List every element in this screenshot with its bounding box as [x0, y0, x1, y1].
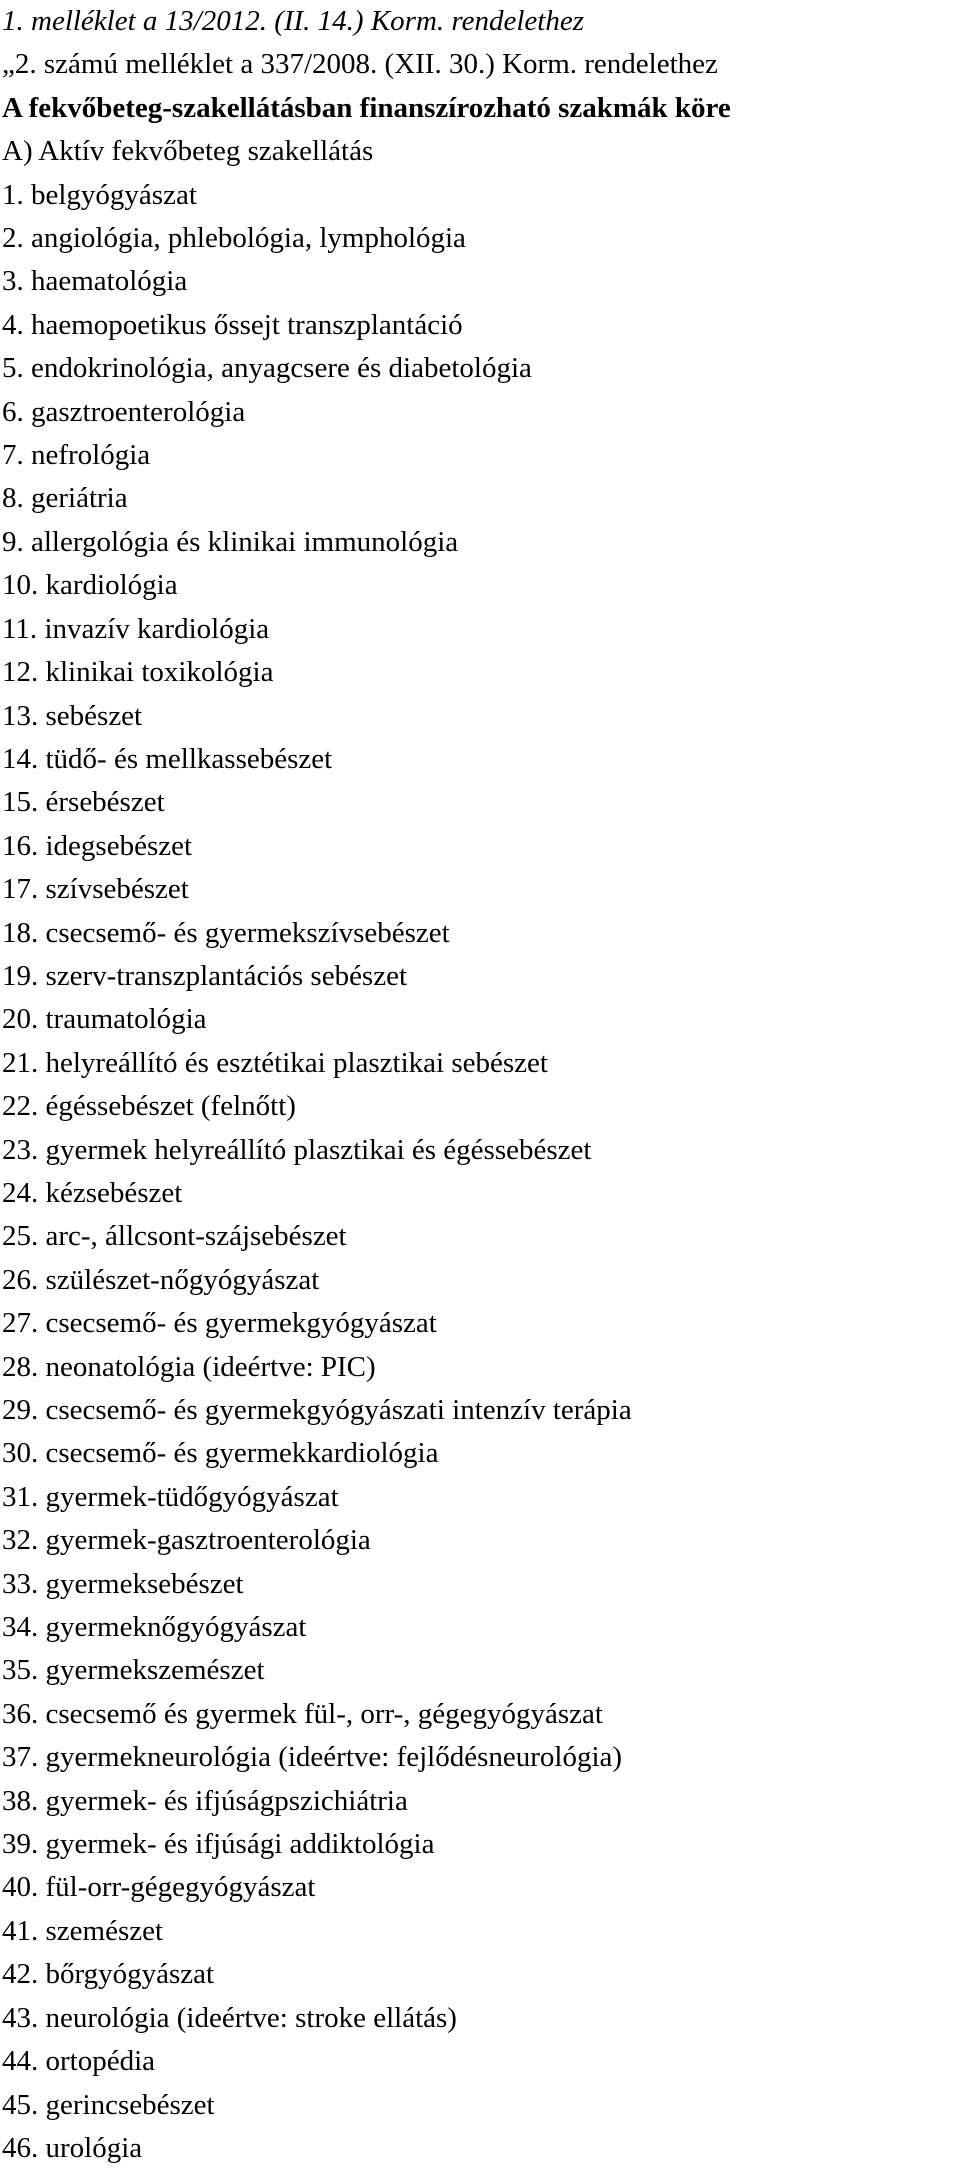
list-item-number: 19.: [2, 959, 39, 992]
list-item-label: csecsemő- és gyermekgyógyászat: [45, 1307, 437, 1340]
list-item-label: gyermeknőgyógyászat: [45, 1611, 307, 1644]
list-item: [2, 1606, 960, 1649]
list-item-label: helyreállító és esztétikai plasztikai sebészet: [45, 1046, 548, 1079]
list-item-label: gyermek-gasztroenterológia: [45, 1524, 371, 1557]
list-item: [2, 1519, 960, 1562]
list-item: [2, 1736, 960, 1779]
list-item-number: 43.: [2, 2001, 39, 2034]
list-item: [2, 738, 960, 781]
list-item-label: gyermekszemészet: [45, 1654, 265, 1687]
list-item-number: 13.: [2, 699, 39, 732]
list-item-label: fül-orr-gégegyógyászat: [45, 1871, 316, 1904]
list-item-number: 15.: [2, 786, 39, 819]
list-item-number: 30.: [2, 1437, 39, 1470]
list-item-number: 3.: [2, 265, 24, 298]
list-item: [2, 347, 960, 390]
list-item-label: szerv-transzplantációs sebészet: [45, 959, 408, 992]
list-item: [2, 1389, 960, 1432]
list-item-label: ortopédia: [45, 2045, 156, 2078]
list-item-number: 4.: [2, 308, 24, 341]
list-item: [2, 1693, 960, 1736]
list-item: [2, 217, 960, 260]
amended-regulation-reference: „2. számú melléklet a 337/2008. (XII. 30.) Korm. rendelethez: [2, 48, 718, 81]
list-item-number: 44.: [2, 2045, 39, 2078]
list-item-number: 46.: [2, 2131, 39, 2164]
list-item-label: égéssebészet (felnőtt): [45, 1090, 296, 1123]
list-item-label: neonatológia (ideértve: PIC): [45, 1350, 376, 1383]
document-title: A fekvőbeteg-szakellátásban finanszírozható szakmák köre: [2, 91, 731, 124]
list-item-number: 8.: [2, 482, 24, 515]
list-item-number: 42.: [2, 1958, 39, 1991]
list-item-number: 9.: [2, 525, 24, 558]
list-item: [2, 564, 960, 607]
list-item: [2, 1997, 960, 2040]
list-item-label: urológia: [45, 2131, 143, 2164]
list-item-number: 36.: [2, 1697, 39, 1730]
list-item-label: gerincsebészet: [45, 2088, 215, 2121]
list-item: [2, 1346, 960, 1389]
list-item: [2, 651, 960, 694]
list-item-number: 37.: [2, 1741, 39, 1774]
list-item-number: 26.: [2, 1263, 39, 1296]
list-item-number: 40.: [2, 1871, 39, 1904]
list-item: [2, 1432, 960, 1475]
list-item-number: 16.: [2, 829, 39, 862]
list-item-number: 7.: [2, 439, 24, 472]
list-item-label: szemészet: [45, 1914, 164, 1947]
list-item: [2, 1910, 960, 1953]
list-item-number: 18.: [2, 916, 39, 949]
list-item: [2, 304, 960, 347]
list-item: [2, 1823, 960, 1866]
list-item-number: 38.: [2, 1784, 39, 1817]
list-item: [2, 1302, 960, 1345]
list-item-number: 17.: [2, 873, 39, 906]
list-item-number: 10.: [2, 569, 39, 602]
list-item-number: 39.: [2, 1828, 39, 1861]
list-item: [2, 391, 960, 434]
list-item-label: bőrgyógyászat: [45, 1958, 215, 1991]
list-item-number: 28.: [2, 1350, 39, 1383]
list-item-number: 1.: [2, 178, 24, 211]
list-item-label: csecsemő- és gyermekgyógyászati intenzív terápia: [45, 1394, 632, 1426]
list-item-number: 22.: [2, 1090, 39, 1123]
list-item: [2, 1042, 960, 1085]
list-item-label: neurológia (ideértve: stroke ellátás): [45, 2001, 457, 2034]
list-item-label: érsebészet: [45, 786, 165, 819]
list-item-number: 34.: [2, 1611, 39, 1644]
list-item-label: szülészet-nőgyógyászat: [45, 1263, 320, 1296]
list-item-number: 31.: [2, 1480, 39, 1513]
list-item: [2, 1780, 960, 1823]
list-item: [2, 174, 960, 217]
list-item-label: kardiológia: [45, 569, 178, 602]
list-item-label: allergológia és klinikai immunológia: [31, 525, 459, 558]
list-item-label: idegsebészet: [45, 829, 193, 862]
list-item: [2, 1215, 960, 1258]
list-item-label: gyermek- és ifjúsági addiktológia: [45, 1828, 435, 1861]
list-item-number: 14.: [2, 742, 39, 775]
list-item-number: 45.: [2, 2088, 39, 2121]
list-item-number: 11.: [2, 612, 38, 645]
section-heading: A) Aktív fekvőbeteg szakellátás: [2, 135, 374, 168]
list-item-label: arc-, állcsont-szájsebészet: [45, 1220, 347, 1253]
list-item-number: 41.: [2, 1914, 39, 1947]
list-item: [2, 1129, 960, 1172]
list-item-number: 23.: [2, 1133, 39, 1166]
list-item-label: gyermek- és ifjúságpszichiátria: [45, 1784, 408, 1817]
list-item: [2, 260, 960, 303]
list-item-label: belgyógyászat: [31, 178, 197, 211]
list-item-number: 25.: [2, 1220, 39, 1253]
list-item: [2, 1866, 960, 1909]
list-item-label: angiológia, phlebológia, lymphológia: [31, 222, 466, 255]
list-item-label: csecsemő- és gyermekszívsebészet: [45, 916, 450, 949]
list-item-label: invazív kardiológia: [44, 612, 270, 645]
list-item-number: 2.: [2, 222, 24, 255]
list-item-label: tüdő- és mellkassebészet: [45, 742, 333, 775]
list-item: [2, 521, 960, 564]
list-item: [2, 1259, 960, 1302]
list-item-number: 32.: [2, 1524, 39, 1557]
annex-reference: 1. melléklet a 13/2012. (II. 14.) Korm. rendelethez: [2, 5, 585, 37]
list-item-number: 27.: [2, 1307, 39, 1340]
list-item-number: 24.: [2, 1176, 39, 1209]
list-item-label: gyermeksebészet: [45, 1567, 244, 1600]
list-item: [2, 825, 960, 868]
list-item: [2, 998, 960, 1041]
list-item-number: 33.: [2, 1567, 39, 1600]
list-item-label: kézsebészet: [45, 1176, 183, 1209]
list-item: [2, 2127, 960, 2170]
list-item-number: 21.: [2, 1046, 39, 1079]
list-item-label: haematológia: [31, 265, 188, 298]
specialty-list: [2, 174, 960, 2170]
list-item: [2, 781, 960, 824]
list-item: [2, 1476, 960, 1519]
list-item: [2, 695, 960, 738]
list-item: [2, 1172, 960, 1215]
list-item-number: 20.: [2, 1003, 39, 1036]
list-item-label: haemopoetikus őssejt transzplantáció: [31, 308, 463, 341]
list-item-label: sebészet: [45, 699, 143, 732]
list-item-number: 6.: [2, 395, 24, 428]
list-item-label: gyermekneurológia (ideértve: fejlődésneurológia): [45, 1741, 623, 1774]
list-item-label: gyermek-tüdőgyógyászat: [45, 1480, 339, 1513]
list-item: [2, 1563, 960, 1606]
list-item: [2, 1649, 960, 1692]
list-item-label: gasztroenterológia: [31, 395, 246, 428]
list-item: [2, 2084, 960, 2127]
list-item: [2, 868, 960, 911]
list-item-label: csecsemő- és gyermekkardiológia: [45, 1437, 439, 1470]
list-item-number: 29.: [2, 1394, 39, 1426]
list-item: [2, 2040, 960, 2083]
list-item-number: 35.: [2, 1654, 39, 1687]
list-item: [2, 1953, 960, 1996]
list-item: [2, 912, 960, 955]
list-item-label: csecsemő és gyermek fül-, orr-, gégegyógyászat: [45, 1697, 603, 1730]
list-item: [2, 955, 960, 998]
list-item: [2, 1085, 960, 1128]
list-item: [2, 434, 960, 477]
list-item-number: 12.: [2, 656, 39, 689]
list-item-label: nefrológia: [31, 439, 151, 472]
list-item-label: szívsebészet: [45, 873, 189, 906]
list-item-number: 5.: [2, 352, 24, 385]
list-item: [2, 477, 960, 520]
list-item-label: gyermek helyreállító plasztikai és égéssebészet: [45, 1133, 592, 1166]
list-item-label: geriátria: [31, 482, 128, 515]
list-item-label: klinikai toxikológia: [45, 656, 274, 689]
list-item-label: traumatológia: [45, 1003, 207, 1036]
list-item-label: endokrinológia, anyagcsere és diabetológia: [31, 352, 532, 385]
list-item: [2, 608, 960, 651]
